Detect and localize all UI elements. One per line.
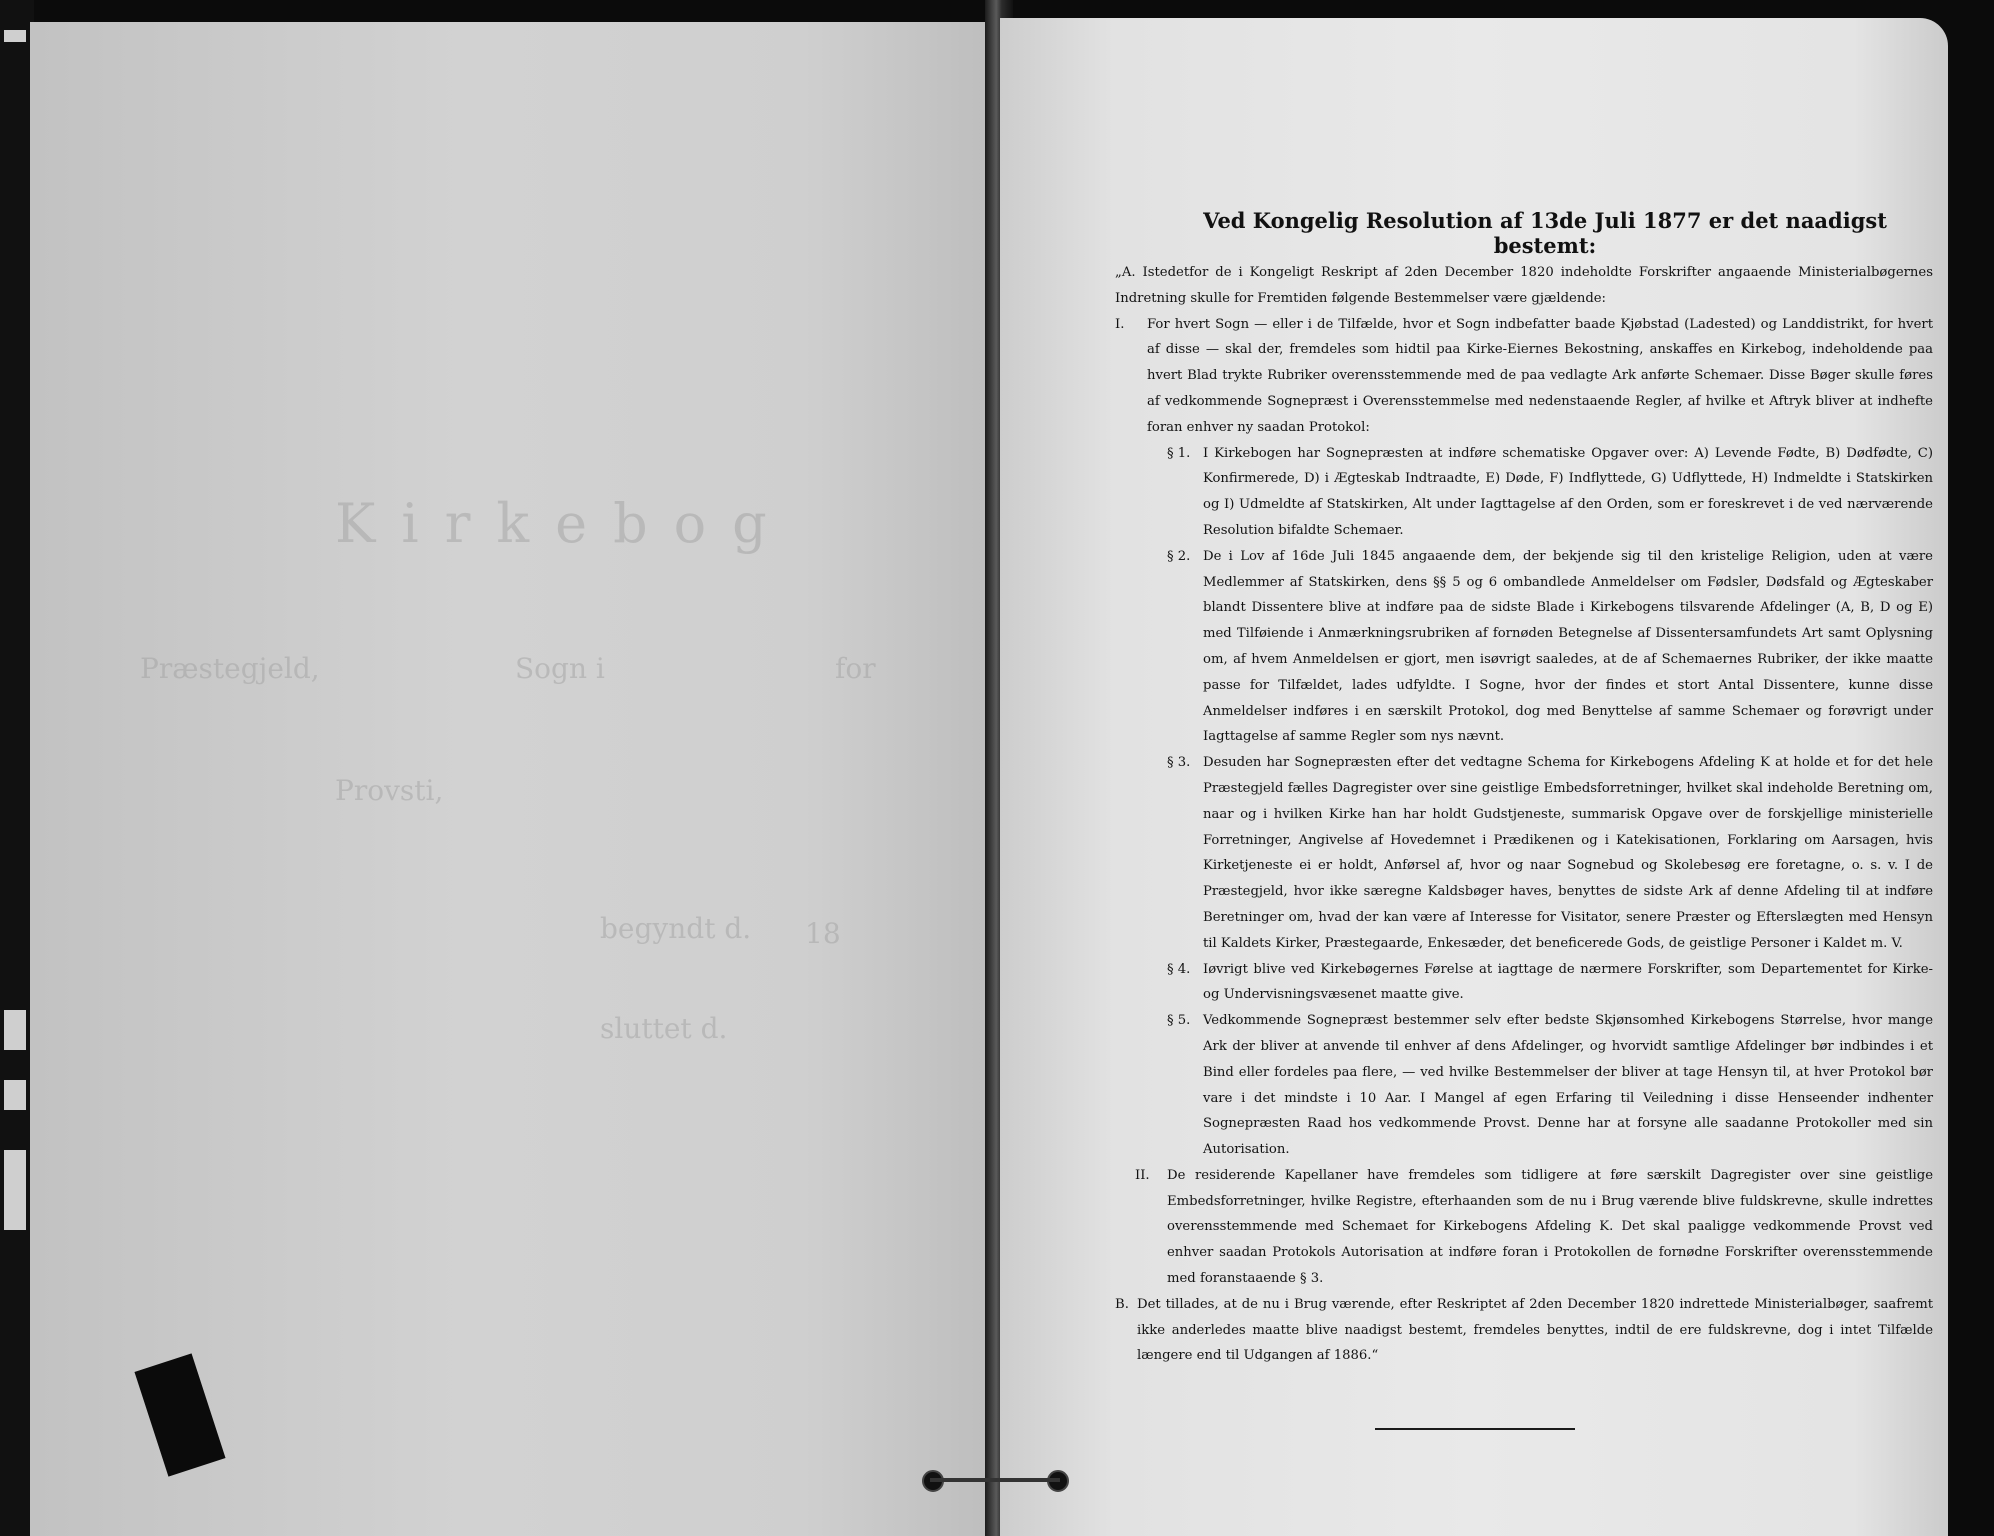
edge-mark [4, 1010, 26, 1050]
section-text: Iøvrigt blive ved Kirkebøgernes Førelse at iagttage de nærmere Forskrifter, som Departementet for Kirke- og Undervisningsvæsenet maatte give. [1203, 961, 1933, 1003]
section-label: § 5. [1167, 1013, 1191, 1029]
edge-mark [4, 1080, 26, 1110]
section-1 [1167, 441, 1933, 544]
part-B-paragraph [1115, 1292, 1933, 1369]
ghost-begyndt: begyndt d. [600, 912, 752, 945]
edge-mark [4, 30, 26, 42]
intro-paragraph: „A. Istedetfor de i Kongeligt Reskript af 2den December 1820 indeholdte Forskrifter angaaende Ministerialbøgernes Indretning skulle for Fremtiden følgende Bestemmelser være gjældende: [1115, 265, 1933, 306]
right-page [1000, 18, 1948, 1536]
roman-I-label: I. [1115, 316, 1125, 332]
left-page [30, 22, 998, 1536]
part-B-label: B. [1115, 1296, 1129, 1312]
ghost-prestegjeld: Præstegjeld, [140, 652, 320, 685]
scan-left-edge [0, 0, 34, 1536]
section-text: Vedkommende Sognepræst bestemmer selv efter bedste Skjønsomhed Kirkebogens Størrelse, hvor mange Ark der bliver at anvende til enhver af dens Afdelinger, og hvorvidt samtlige Afdelinger bør indbindes i et Bind eller fordeles paa flere, — ved hvilke Bestemmelser der bliver at tage Hensyn til, at hver Protokol bør vare i det mindste i 10 Aar. I Mangel af egen Erfaring til Veiledning i disse Henseender indhenter Sognepræsten Raad hos vedkommende Provst. Denne har at forsyne alle saadanne Protokoller med sin Autorisation. [1203, 1013, 1933, 1158]
part-B-text: Det tillades, at de nu i Brug værende, efter Reskriptet af 2den December 1820 indrettede Ministerialbøger, saafremt ikke anderledes maatte blive naadigst bestemt, fremdeles benyttes, indtil de ere fuldskrevne, dog i intet Tilfælde længere end til Udgangen af 1886.“ [1137, 1296, 1933, 1364]
binding-thread [930, 1478, 1060, 1482]
edge-mark [4, 1150, 26, 1230]
section-2 [1167, 544, 1933, 750]
ghost-for: for [835, 652, 876, 685]
resolution-body [1115, 260, 1933, 1369]
roman-I-paragraph [1115, 312, 1933, 441]
ghost-year: 18 [805, 917, 841, 950]
resolution-heading: Ved Kongelig Resolution af 13de Juli 1877 er det naadigst bestemt: [1203, 208, 1887, 258]
section-4 [1167, 957, 1933, 1009]
section-text: I Kirkebogen har Sognepræsten at indføre schematiske Opgaver over: A) Levende Fødte, B) Dødfødte, C) Konfirmerede, D) i Ægteskab Indtraadte, E) Døde, F) Indflyttede, G) Udflyttede, H) Indmeldte i Statskirken og I) Udmeldte af Statskirken, Alt under Iagttagelse af den Orden, som er foreskrevet i de ved nærværende Resolution bifaldte Schemaer. [1203, 445, 1933, 538]
section-label: § 4. [1167, 961, 1191, 977]
ghost-sluttet: sluttet d. [600, 1012, 728, 1045]
ghost-sogn: Sogn i [515, 652, 605, 685]
ghost-title: Kirkebog [335, 492, 793, 555]
section-5 [1167, 1008, 1933, 1163]
roman-II-label: II. [1135, 1167, 1150, 1183]
section-text: Desuden har Sognepræsten efter det vedtagne Schema for Kirkebogens Afdeling K at holde et for det hele Præstegjeld fælles Dagregister over sine geistlige Embedsforretninger, hvilket skal indeholde Beretning om, naar og i hvilken Kirke han har holdt Gudstjeneste, summarisk Opgave over de forskjellige ministerielle Forretninger, Angivelse af Hovedemnet i Prædikenen og i Katekisationen, Forklaring om Aarsagen, hvis Kirketjeneste ei er holdt, Anførsel af, hvor og naar Sognebud og Skolebesøg ere foretagne, o. s. v. I de Præstegjeld, hvor ikke særegne Kaldsbøger haves, benyttes de sidste Ark af denne Afdeling til at indføre Beretninger om, hvad der kan være af Interesse for Visitator, senere Præster og Efterslægten med Hensyn til Kaldets Kirker, Præstegaarde, Enkesæder, det beneficerede Gods, de geistlige Personer i Kaldet m. V. [1203, 755, 1933, 951]
ghost-provsti: Provsti, [335, 774, 444, 807]
roman-II-paragraph [1135, 1163, 1933, 1292]
section-label: § 2. [1167, 548, 1191, 564]
section-text: De i Lov af 16de Juli 1845 angaaende dem, der bekjende sig til den kristelige Religion, uden at være Medlemmer af Statskirken, dens §§ 5 og 6 ombandlede Anmeldelser om Fødsler, Dødsfald og Ægteskaber blandt Dissentere blive at indføre paa de sidste Blade i Kirkebogens tilsvarende Afdelinger (A, B, D og E) med Tilføiende i Anmærkningsrubriken af fornøden Betegnelse af Dissentersamfundets Art samt Oplysning om, af hvem Anmeldelsen er gjort, men isøvrigt saaledes, at de af Schemaernes Rubriker, der ikke maatte passe for Tilfældet, lades udfyldte. I Sogne, hvor der findes et stort Antal Dissentere, kunne disse Anmeldelser indføres i en særskilt Protokol, dog med Benyttelse af samme Schemaer og forøvrigt under Iagttagelse af samme Regler som nys nævnt. [1203, 548, 1933, 745]
roman-I-text: For hvert Sogn — eller i de Tilfælde, hvor et Sogn indbefatter baade Kjøbstad (Ladested) og Landdistrikt, for hvert af disse — skal der, fremdeles som hidtil paa Kirke-Eiernes Bekostning, anskaffes en Kirkebog, indeholdende paa hvert Blad trykte Rubriker overensstemmende med de paa vedlagte Ark anførte Schemaer. Disse Bøger skulle føres af vedkommende Sognepræst i Overensstemmelse med nedenstaaende Regler, af hvilke et Aftryk bliver at indhefte foran enhver ny saadan Protokol: [1147, 316, 1933, 435]
section-label: § 1. [1167, 445, 1191, 461]
section-label: § 3. [1167, 755, 1191, 771]
section-3 [1167, 750, 1933, 956]
roman-II-text: De residerende Kapellaner have fremdeles som tidligere at føre særskilt Dagregister over sine geistlige Embedsforretninger, hvilke Registre, efterhaanden som de nu i Brug værende blive fuldskrevne, skulle indrettes overensstemmende med Schemaet for Kirkebogens Afdeling K. Det skal paaligge vedkommende Provst ved enhver saadan Protokols Autorisation at indføre foran i Protokollen de fornødne Forskrifter overensstemmende med foranstaaende § 3. [1167, 1167, 1933, 1287]
closing-rule [1375, 1428, 1575, 1430]
